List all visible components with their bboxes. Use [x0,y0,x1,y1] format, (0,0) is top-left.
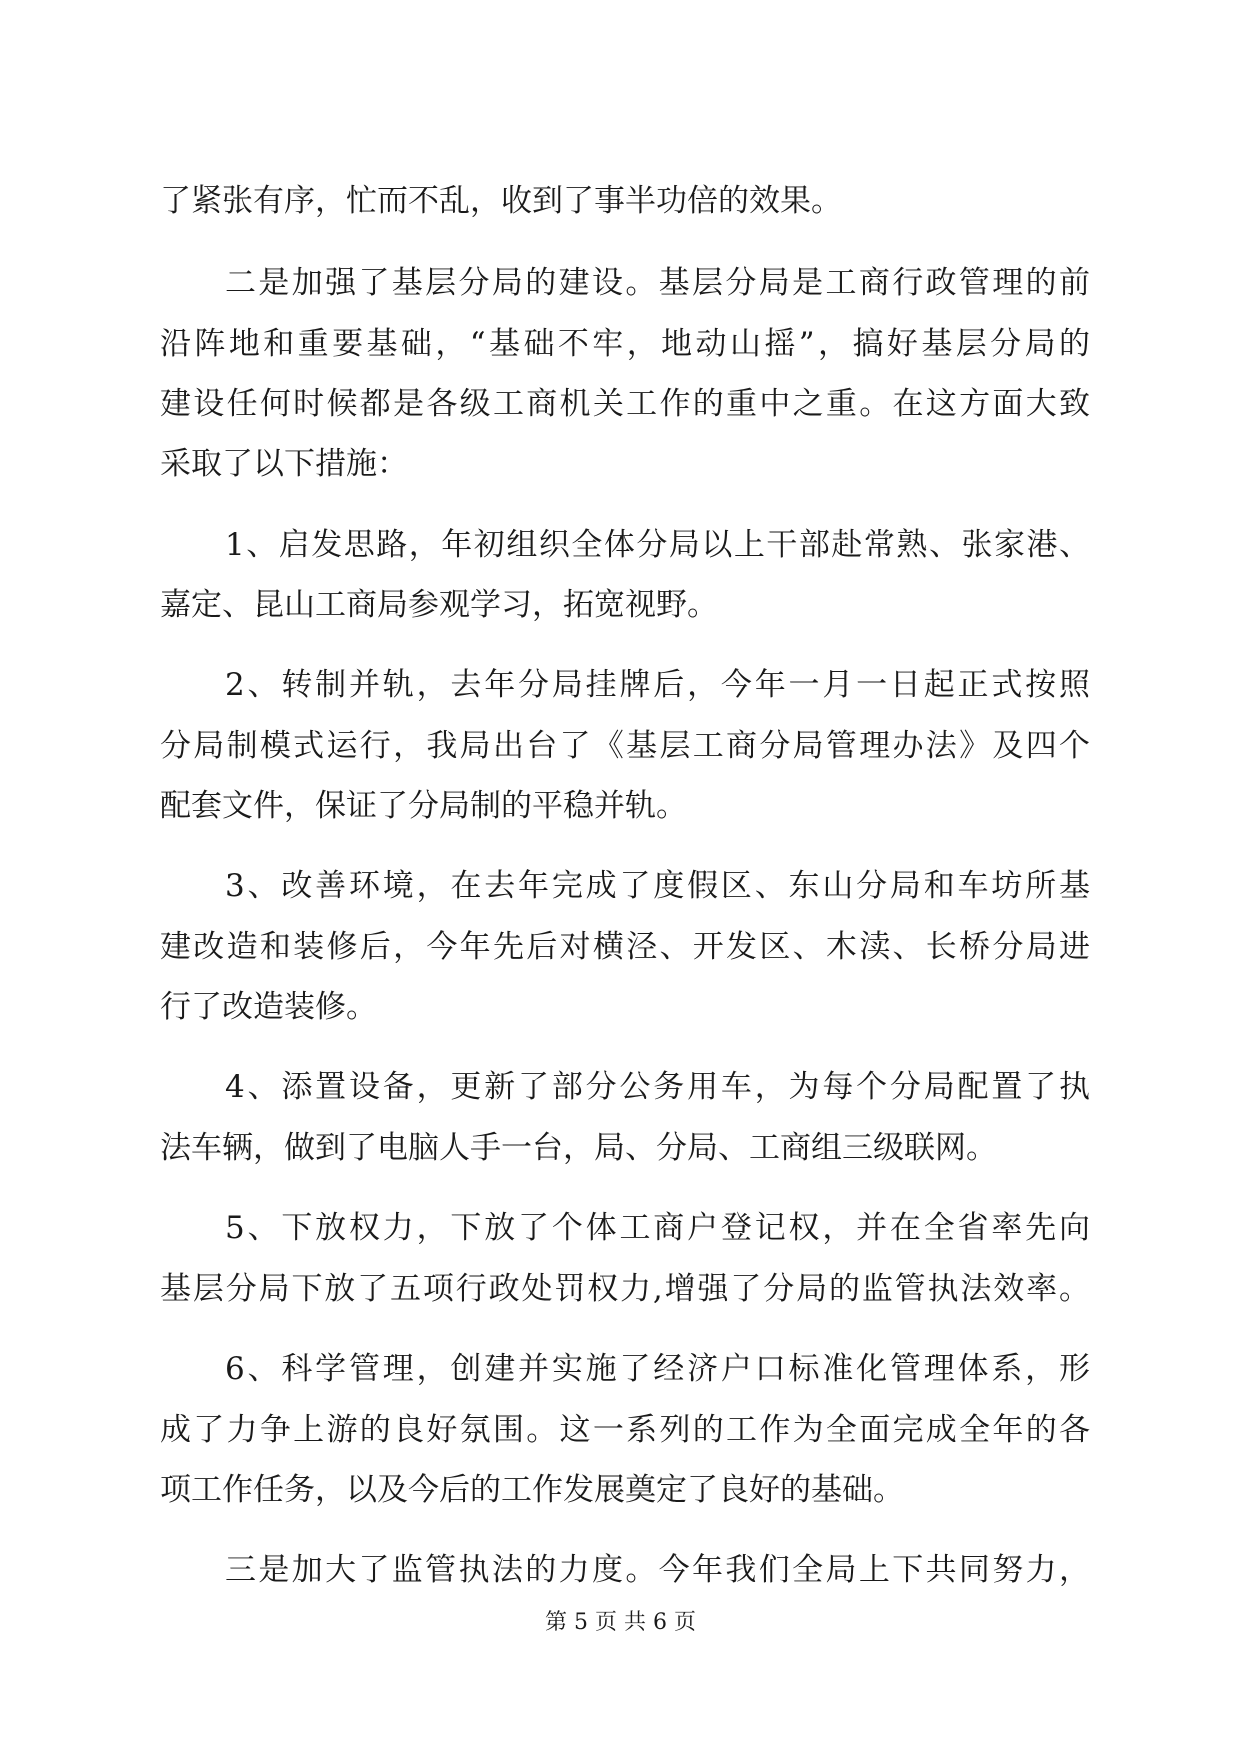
text-line: 法车辆，做到了电脑人手一台，局、分局、工商组三级联网。 [160,1130,997,1166]
page-number-footer: 第 5 页 共 6 页 [545,1610,696,1635]
text-line: 1、启发思路，年初组织全体分局以上干部赴常熟、张家港、 [225,527,1090,563]
text-line: 4、添置设备，更新了部分公务用车，为每个分局配置了执 [225,1069,1090,1105]
text-line: 三是加大了监管执法的力度。今年我们全局上下共同努力， [225,1552,1090,1588]
text-line: 了紧张有序，忙而不乱，收到了事半功倍的效果。 [160,183,842,219]
text-line: 3、改善环境，在去年完成了度假区、东山分局和车坊所基 [225,868,1090,904]
text-line: 采取了以下措施： [160,446,408,482]
text-line: 嘉定、昆山工商局参观学习，拓宽视野。 [160,587,718,623]
text-line: 项工作任务，以及今后的工作发展奠定了良好的基础。 [160,1472,904,1508]
text-line: 行了改造装修。 [160,989,377,1025]
text-line: 成了力争上游的良好氛围。这一系列的工作为全面完成全年的各 [160,1412,1090,1448]
text-line: 6、科学管理，创建并实施了经济户口标准化管理体系，形 [225,1351,1090,1387]
text-line: 2、转制并轨，去年分局挂牌后，今年一月一日起正式按照 [225,667,1090,703]
text-line: 建改造和装修后，今年先后对横泾、开发区、木渎、长桥分局进 [160,929,1090,965]
text-line: 建设任何时候都是各级工商机关工作的重中之重。在这方面大致 [160,386,1090,422]
text-line: 沿阵地和重要基础，“基础不牢，地动山摇”，搞好基层分局的 [160,326,1090,362]
text-line: 分局制模式运行，我局出台了《基层工商分局管理办法》及四个 [160,728,1090,764]
text-line: 二是加强了基层分局的建设。基层分局是工商行政管理的前 [225,265,1090,301]
text-line: 基层分局下放了五项行政处罚权力,增强了分局的监管执法效率。 [160,1271,1090,1307]
text-line: 5、下放权力，下放了个体工商户登记权，并在全省率先向 [225,1210,1090,1246]
text-line: 配套文件，保证了分局制的平稳并轨。 [160,788,687,824]
